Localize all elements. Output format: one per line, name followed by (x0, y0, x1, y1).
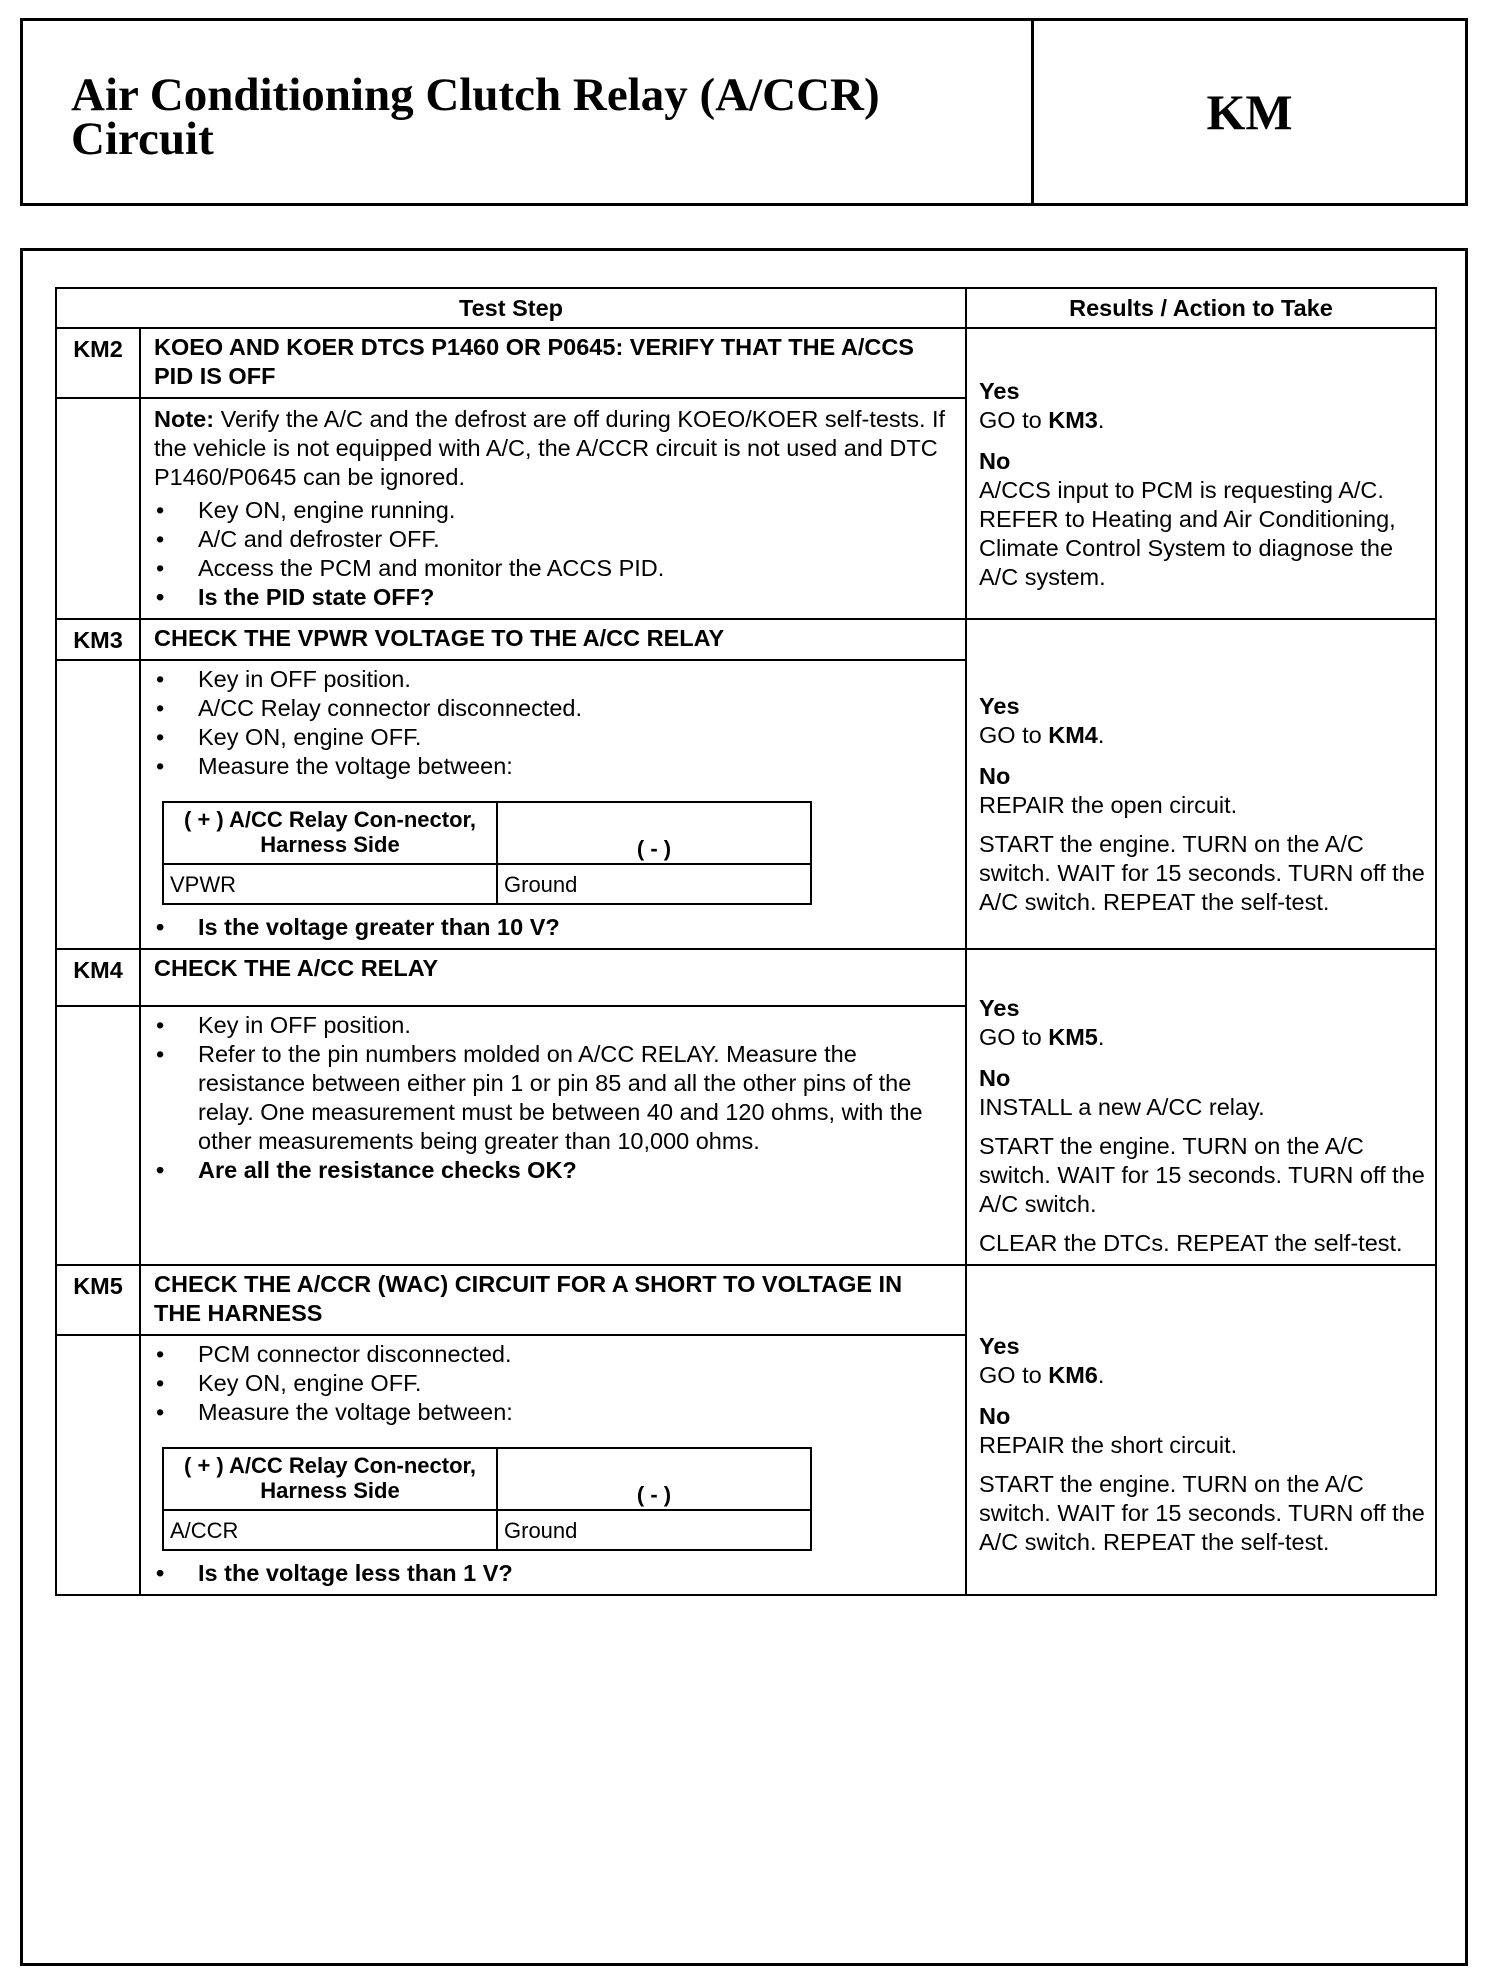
goto-target: KM3 (1048, 407, 1098, 433)
list-item: • Key ON, engine OFF. (154, 1369, 955, 1398)
step-title: CHECK THE VPWR VOLTAGE TO THE A/CC RELAY (140, 619, 966, 660)
step-km4-results (966, 949, 1436, 1265)
list-item: • A/C and defroster OFF. (154, 525, 955, 554)
goto-text: GO to (979, 1362, 1049, 1388)
step-bullets (154, 1340, 955, 1427)
yes-label: Yes (979, 1333, 1020, 1359)
goto-text: GO to (979, 722, 1049, 748)
goto-text: GO to (979, 1024, 1049, 1050)
code-spacer (56, 660, 140, 949)
step-question: • Is the voltage greater than 10 V? (154, 913, 955, 942)
goto-text: GO to (979, 407, 1049, 433)
step-km5-title-row (56, 1265, 1436, 1335)
list-item: • PCM connector disconnected. (154, 1340, 955, 1369)
step-bullets (154, 496, 955, 612)
meas-header-negative: ( - ) (497, 1448, 811, 1510)
column-header-test-step: Test Step (56, 288, 966, 328)
no-label: No (979, 1065, 1011, 1091)
page-title-line1: Air Conditioning Clutch Relay (A/CCR) (71, 69, 880, 121)
no-label: No (979, 763, 1011, 789)
meas-value-negative: Ground (497, 1510, 811, 1550)
note-label: Note: (154, 406, 215, 432)
step-question: • Is the voltage less than 1 V? (154, 1559, 955, 1588)
list-item: • Measure the voltage between: (154, 752, 955, 781)
step-km4-title-row (56, 949, 1436, 1006)
step-title: CHECK THE A/CCR (WAC) CIRCUIT FOR A SHORT TO VOLTAGE IN THE HARNESS (140, 1265, 966, 1335)
step-question-list (154, 913, 955, 942)
step-code: KM3 (56, 619, 140, 660)
step-question-list (154, 1559, 955, 1588)
meas-header-positive: ( + ) A/CC Relay Con-nector, Harness Side (163, 1448, 497, 1510)
step-km5-content (140, 1335, 966, 1595)
step-title: KOEO AND KOER DTCS P1460 OR P0645: VERIFY THAT THE A/CCS PID IS OFF (140, 328, 966, 398)
no-action: REPAIR the short circuit. (979, 1432, 1238, 1458)
no-action: INSTALL a new A/CC relay. (979, 1094, 1265, 1120)
yes-label: Yes (979, 693, 1020, 719)
yes-action: GO to KM4. (979, 722, 1105, 748)
section-code: KM (1206, 84, 1293, 140)
list-item: • Access the PCM and monitor the ACCS PID. (154, 554, 955, 583)
measurement-table (162, 1447, 812, 1551)
no-label: No (979, 1403, 1011, 1429)
list-item: • Key ON, engine OFF. (154, 723, 955, 752)
list-item: • Key in OFF position. (154, 1011, 955, 1040)
step-km2-results (966, 328, 1436, 619)
meas-value-negative: Ground (497, 864, 811, 904)
no-action: A/CCS input to PCM is requesting A/C. REFER to Heating and Air Conditioning, Climate Control System to diagnose the A/C system. (979, 477, 1396, 590)
page-title (23, 21, 1034, 203)
goto-target: KM4 (1048, 722, 1098, 748)
code-spacer (56, 1335, 140, 1595)
note (154, 405, 955, 492)
step-km3-title-row (56, 619, 1436, 660)
code-spacer (56, 398, 140, 619)
page-header (20, 18, 1468, 206)
meas-header-negative: ( - ) (497, 802, 811, 864)
step-km2-content (140, 398, 966, 619)
no-action-clear: CLEAR the DTCs. REPEAT the self-test. (979, 1230, 1403, 1256)
table-header-row (56, 288, 1436, 328)
step-km5-results (966, 1265, 1436, 1595)
no-action-followup: START the engine. TURN on the A/C switch. WAIT for 15 seconds. TURN off the A/C switch. REPEAT the self-test. (979, 831, 1425, 915)
step-question: • Is the PID state OFF? (154, 583, 955, 612)
step-km3-results (966, 619, 1436, 949)
yes-label: Yes (979, 378, 1020, 404)
note-text: Verify the A/C and the defrost are off during KOEO/KOER self-tests. If the vehicle is not equipped with A/C, the A/CCR circuit is not used and DTC P1460/P0645 can be ignored. (154, 406, 946, 490)
goto-target: KM5 (1048, 1024, 1098, 1050)
list-item: • Measure the voltage between: (154, 1398, 955, 1427)
step-bullets (154, 665, 955, 781)
step-code: KM2 (56, 328, 140, 398)
step-question: • Are all the resistance checks OK? (154, 1156, 955, 1185)
measurement-table (162, 801, 812, 905)
no-action-followup: START the engine. TURN on the A/C switch. WAIT for 15 seconds. TURN off the A/C switch. (979, 1133, 1425, 1217)
step-km4-content (140, 1006, 966, 1265)
goto-target: KM6 (1048, 1362, 1098, 1388)
yes-action: GO to KM5. (979, 1024, 1105, 1050)
step-km2-title-row (56, 328, 1436, 398)
list-item: • Refer to the pin numbers molded on A/CC RELAY. Measure the resistance between either pin 1 or pin 85 and all the other pins of the relay. One measurement must be between 40 and 120 ohms, with the other measurements being greater than 10,000 ohms. (154, 1040, 955, 1156)
no-action-followup: START the engine. TURN on the A/C switch. WAIT for 15 seconds. TURN off the A/C switch. REPEAT the self-test. (979, 1471, 1425, 1555)
content-frame (20, 248, 1468, 1966)
list-item: • A/CC Relay connector disconnected. (154, 694, 955, 723)
step-bullets (154, 1011, 955, 1185)
yes-label: Yes (979, 995, 1020, 1021)
step-title: CHECK THE A/CC RELAY (140, 949, 966, 1006)
yes-action: GO to KM6. (979, 1362, 1105, 1388)
list-item: • Key in OFF position. (154, 665, 955, 694)
code-spacer (56, 1006, 140, 1265)
step-code: KM5 (56, 1265, 140, 1335)
no-action: REPAIR the open circuit. (979, 792, 1238, 818)
pinpoint-test-table (55, 287, 1437, 1596)
list-item: • Key ON, engine running. (154, 496, 955, 525)
step-km3-content (140, 660, 966, 949)
no-label: No (979, 448, 1011, 474)
step-code: KM4 (56, 949, 140, 1006)
yes-action: GO to KM3. (979, 407, 1105, 433)
meas-header-positive: ( + ) A/CC Relay Con-nector, Harness Side (163, 802, 497, 864)
meas-value-positive: A/CCR (163, 1510, 497, 1550)
page-title-line2: Circuit (71, 113, 214, 165)
column-header-results: Results / Action to Take (966, 288, 1436, 328)
meas-value-positive: VPWR (163, 864, 497, 904)
